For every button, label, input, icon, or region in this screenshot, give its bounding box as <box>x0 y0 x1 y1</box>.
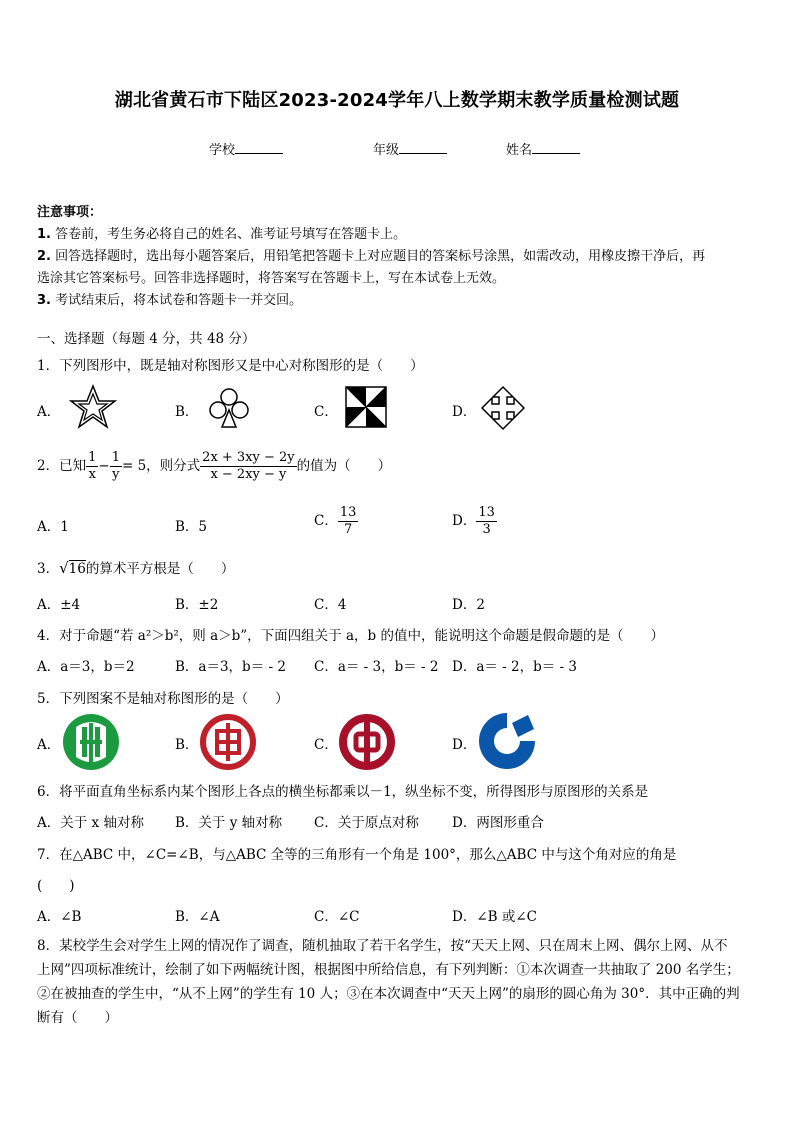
q8-stem: 8．某校学生会对学生上网的情况作了调查，随机抽取了若干名学生，按“天天上网、只在周末上网、偶尔上网、从不 上网”四项标准统计，绘制了如下两幅统计图，根据图中所给信息，有下列判断：①本次调查一共抽取了 200 名学生； ②在被抽查的学生中，“从不上网”的学生有 10 人；③在本次调查中“天天上网”的扇形的圆心角为 30°．其中正确的判 断有（ ） <box>37 938 740 1026</box>
q5-option-a[interactable]: A． <box>37 737 61 753</box>
school-field[interactable]: 学校 <box>209 139 283 158</box>
q6-option-b[interactable]: B．关于 y 轴对称 <box>175 815 283 831</box>
agri-bank-logo-icon <box>62 713 120 771</box>
q1-option-d[interactable]: D． <box>452 404 477 420</box>
q7-paren: ( ) <box>37 878 75 894</box>
q1-option-a[interactable]: A． <box>37 404 61 420</box>
fraction: $\frac{1}{y}$ <box>111 450 120 482</box>
q4-stem: 4．对于命题“若 a²＞b²，则 a＞b”，下面四组关于 a，b 的值中，能说明这个命题是假命题的是（ ） <box>37 628 664 644</box>
q3-stem: 3．√16的算术平方根是（ ） <box>37 559 235 577</box>
q2-option-b[interactable]: B．5 <box>175 519 208 535</box>
q7-option-b[interactable]: B．∠A <box>175 909 220 925</box>
q4-option-d[interactable]: D．a＝ - 2，b＝ - 3 <box>452 659 577 675</box>
q6-option-a[interactable]: A．关于 x 轴对称 <box>37 815 144 831</box>
q5-option-b[interactable]: B． <box>175 737 199 753</box>
grade-field[interactable]: 年级 <box>373 139 447 158</box>
q4-option-a[interactable]: A．a＝3，b＝2 <box>37 659 135 675</box>
q6-option-d[interactable]: D．两图形重合 <box>452 815 544 831</box>
star-outline-icon <box>68 384 118 430</box>
q5-stem: 5．下列图案不是轴对称图形的是（ ） <box>37 691 289 707</box>
q4-option-c[interactable]: C．a＝ - 3，b＝ - 2 <box>314 659 439 675</box>
q2-stem: 2．已知 $\frac{1}{x}$ − $\frac{1}{y}$ = 5，则分式 $\frac{2x + 3xy - 2y}{x - 2xy - y}$ 的值为（ ） <box>37 450 392 482</box>
q6-stem: 6．将平面直角坐标系内某个图形上各点的横坐标都乘以－1，纵坐标不变，所得图形与原图形的关系是 <box>37 784 649 800</box>
q1-option-c[interactable]: C． <box>314 404 338 420</box>
ccb-logo-icon <box>476 711 538 771</box>
sqrt-symbol: √ <box>59 559 69 577</box>
name-field[interactable]: 姓名 <box>506 139 580 158</box>
club-icon <box>206 386 252 430</box>
note-1: 1. 答卷前，考生务必将自己的姓名、准考证号填写在答题卡上。 <box>37 227 407 242</box>
four-arrows-icon <box>480 385 526 431</box>
q7-option-a[interactable]: A．∠B <box>37 909 82 925</box>
fraction: $\frac{2x + 3xy - 2y}{x - 2xy - y}$ <box>202 450 295 482</box>
boc-logo-icon <box>338 713 396 771</box>
q3-option-b[interactable]: B．±2 <box>175 597 219 613</box>
q7-stem: 7．在△ABC 中，∠C=∠B，与△ABC 全等的三角形有一个角是 100°，那么△ABC 中与这个角对应的角是 <box>37 847 677 863</box>
page-title: 湖北省黄石市下陆区2023-2024学年八上数学期末教学质量检测试题 <box>114 90 680 111</box>
fraction: $\frac{1}{x}$ <box>88 450 97 482</box>
q4-option-b[interactable]: B．a＝3，b＝ - 2 <box>175 659 286 675</box>
note-2: 2. 回答选择题时，选出每小题答案后，用铅笔把答题卡上对应题目的答案标号涂黑，如需改动，用橡皮擦干净后，再 <box>37 249 706 264</box>
pinwheel-icon <box>344 385 388 429</box>
q3-option-a[interactable]: A．±4 <box>37 597 81 613</box>
q1-stem: 1．下列图形中，既是轴对称图形又是中心对称图形的是（ ） <box>37 358 424 374</box>
note-2-cont: 选涂其它答案标号。回答非选择题时，将答案写在答题卡上，写在本试卷上无效。 <box>37 271 506 286</box>
q1-option-b[interactable]: B． <box>175 404 199 420</box>
q5-option-c[interactable]: C． <box>314 737 338 753</box>
section-heading: 一、选择题（每题 4 分，共 48 分） <box>37 331 256 347</box>
q2-option-c[interactable]: C． $\frac{13}{7}$ <box>314 505 357 537</box>
q2-option-d[interactable]: D． $\frac{13}{3}$ <box>452 505 495 537</box>
note-3: 3. 考试结束后，将本试卷和答题卡一并交回。 <box>37 293 303 308</box>
icbc-logo-icon <box>199 713 257 771</box>
q3-option-c[interactable]: C．4 <box>314 597 347 613</box>
notes-block <box>37 202 762 312</box>
notes-heading: 注意事项： <box>37 205 103 220</box>
q7-option-c[interactable]: C．∠C <box>314 909 360 925</box>
q2-option-a[interactable]: A．1 <box>37 519 69 535</box>
q3-option-d[interactable]: D．2 <box>452 597 485 613</box>
q7-option-d[interactable]: D．∠B 或∠C <box>452 909 537 925</box>
q5-option-d[interactable]: D． <box>452 737 477 753</box>
q6-option-c[interactable]: C．关于原点对称 <box>314 815 419 831</box>
